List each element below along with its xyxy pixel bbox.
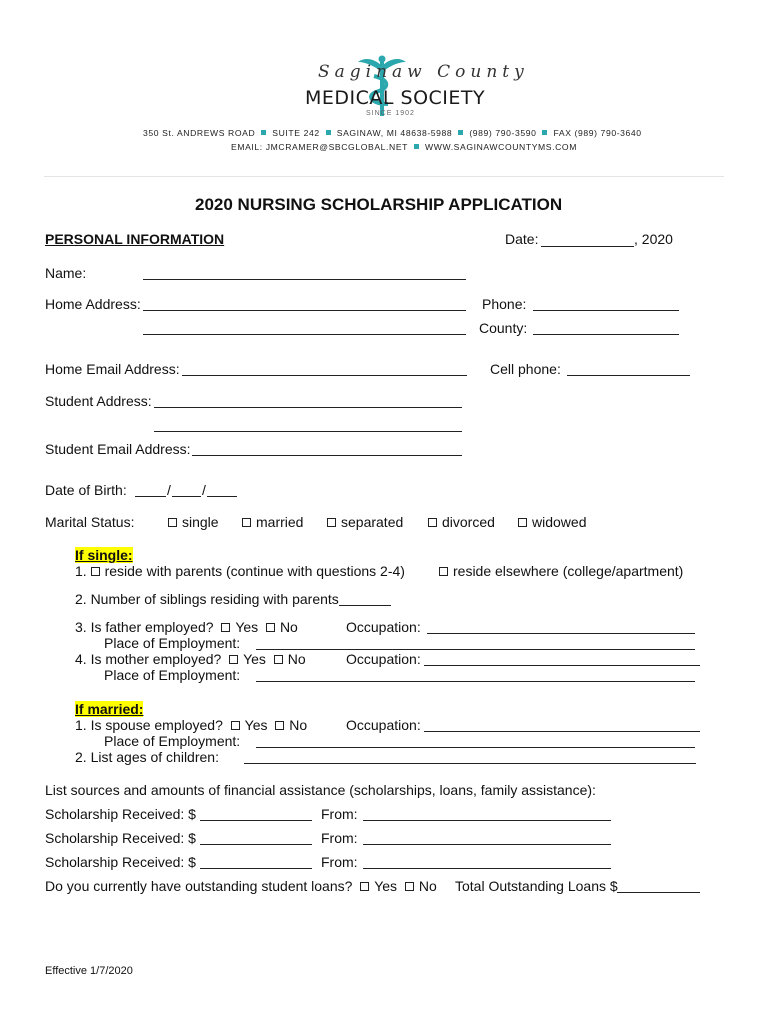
checkbox-icon[interactable] (229, 655, 238, 664)
single-q3: 3. Is father employed? Yes No (75, 619, 298, 635)
father-occupation-field[interactable] (427, 633, 695, 634)
father-place-field[interactable] (256, 649, 695, 650)
scholarship-label-3: Scholarship Received: $ (45, 854, 196, 870)
org-since: SINCE 1902 (366, 110, 415, 117)
home-address-field[interactable] (143, 310, 466, 311)
checkbox-icon[interactable] (405, 882, 414, 891)
financial-intro: List sources and amounts of financial assistance (scholarships, loans, family assistance): (45, 782, 596, 798)
total-loans-label: Total Outstanding Loans $ (455, 878, 618, 894)
mother-place-label: Place of Employment: (104, 667, 241, 683)
single-q1[interactable]: 1. reside with parents (continue with questions 2-4) (75, 563, 405, 579)
checkbox-icon[interactable] (266, 623, 275, 632)
checkbox-icon[interactable] (274, 655, 283, 664)
scholarship-label-1: Scholarship Received: $ (45, 806, 196, 822)
checkbox-icon[interactable] (360, 882, 369, 891)
footer-effective-date: Effective 1/7/2020 (45, 965, 133, 977)
scholarship-amount-field-3[interactable] (200, 868, 312, 869)
marital-status-label: Marital Status: (45, 514, 135, 530)
married-q1: 1. Is spouse employed? Yes No (75, 717, 308, 733)
checkbox-icon[interactable] (242, 518, 251, 527)
name-field[interactable] (143, 279, 466, 280)
date-field[interactable] (541, 246, 634, 247)
checkbox-icon[interactable] (221, 623, 230, 632)
student-address-label: Student Address: (45, 393, 152, 409)
marital-option-separated[interactable]: separated (327, 514, 403, 530)
address-line-1: 350 St. ANDREWS ROAD SUITE 242 SAGINAW, MI 48638-5988 (989) 790-3590 FAX (989) 790-3640 (143, 128, 642, 138)
mother-occupation-field[interactable] (424, 665, 700, 666)
spouse-place-field[interactable] (256, 747, 695, 748)
from-field-1[interactable] (363, 820, 611, 821)
dob-slash-2: / (202, 482, 206, 498)
county-field[interactable] (533, 334, 679, 335)
marital-option-married[interactable]: married (242, 514, 303, 530)
org-name: MEDICAL SOCIETY (305, 87, 486, 109)
loans-question: Do you currently have outstanding student loans? Yes No (45, 878, 437, 894)
name-label: Name: (45, 265, 87, 281)
from-label-3: From: (321, 854, 358, 870)
home-email-label: Home Email Address: (45, 361, 180, 377)
home-address-label: Home Address: (45, 296, 141, 312)
student-email-field[interactable] (192, 455, 462, 456)
total-loans-field[interactable] (617, 892, 700, 893)
cell-phone-field[interactable] (567, 375, 690, 376)
student-address-field[interactable] (154, 407, 462, 408)
marital-option-single[interactable]: single (168, 514, 219, 530)
dob-day-field[interactable] (172, 496, 201, 497)
spouse-occupation-label: Occupation: (346, 717, 421, 733)
page-title: 2020 NURSING SCHOLARSHIP APPLICATION (195, 195, 563, 214)
checkbox-icon[interactable] (518, 518, 527, 527)
checkbox-icon[interactable] (91, 567, 100, 576)
home-email-field[interactable] (182, 375, 467, 376)
single-q2: 2. Number of siblings residing with parents (75, 591, 339, 607)
checkbox-icon[interactable] (275, 721, 284, 730)
address-line-2: EMAIL: JMCRAMER@SBCGLOBAL.NET WWW.SAGINAWCOUNTYMS.COM (231, 142, 577, 152)
dob-label: Date of Birth: (45, 482, 127, 498)
student-address-field-2[interactable] (154, 431, 462, 432)
if-single-heading: If single: (75, 547, 133, 563)
spouse-place-label: Place of Employment: (104, 733, 241, 749)
single-q1-opt2[interactable]: reside elsewhere (college/apartment) (439, 563, 683, 579)
checkbox-icon[interactable] (428, 518, 437, 527)
scholarship-amount-field-2[interactable] (200, 844, 312, 845)
checkbox-icon[interactable] (168, 518, 177, 527)
scholarship-label-2: Scholarship Received: $ (45, 830, 196, 846)
checkbox-icon[interactable] (439, 567, 448, 576)
county-label: County: (479, 320, 528, 336)
father-occupation-label: Occupation: (346, 619, 421, 635)
student-email-label: Student Email Address: (45, 441, 191, 457)
if-married-heading: If married: (75, 701, 144, 717)
date-suffix: , 2020 (634, 231, 673, 247)
mother-place-field[interactable] (256, 681, 695, 682)
dob-month-field[interactable] (135, 496, 166, 497)
personal-info-heading: PERSONAL INFORMATION (45, 231, 225, 247)
phone-field[interactable] (533, 310, 679, 311)
cell-phone-label: Cell phone: (490, 361, 561, 377)
dob-slash-1: / (167, 482, 171, 498)
marital-option-divorced[interactable]: divorced (428, 514, 495, 530)
mother-occupation-label: Occupation: (346, 651, 421, 667)
logo-script-text: Saginaw County (318, 62, 529, 82)
from-label-2: From: (321, 830, 358, 846)
children-ages-field[interactable] (244, 763, 696, 764)
married-q2: 2. List ages of children: (75, 749, 219, 765)
date-label: Date: (505, 231, 539, 247)
checkbox-icon[interactable] (327, 518, 336, 527)
scholarship-amount-field-1[interactable] (200, 820, 312, 821)
dob-year-field[interactable] (207, 496, 237, 497)
letterhead-divider (44, 176, 724, 177)
from-field-3[interactable] (363, 868, 611, 869)
from-field-2[interactable] (363, 844, 611, 845)
single-q4: 4. Is mother employed? Yes No (75, 651, 306, 667)
father-place-label: Place of Employment: (104, 635, 241, 651)
checkbox-icon[interactable] (231, 721, 240, 730)
phone-label: Phone: (482, 296, 527, 312)
marital-option-widowed[interactable]: widowed (518, 514, 586, 530)
from-label-1: From: (321, 806, 358, 822)
siblings-field[interactable] (339, 605, 391, 606)
spouse-occupation-field[interactable] (424, 731, 700, 732)
home-address-field-2[interactable] (143, 334, 466, 335)
